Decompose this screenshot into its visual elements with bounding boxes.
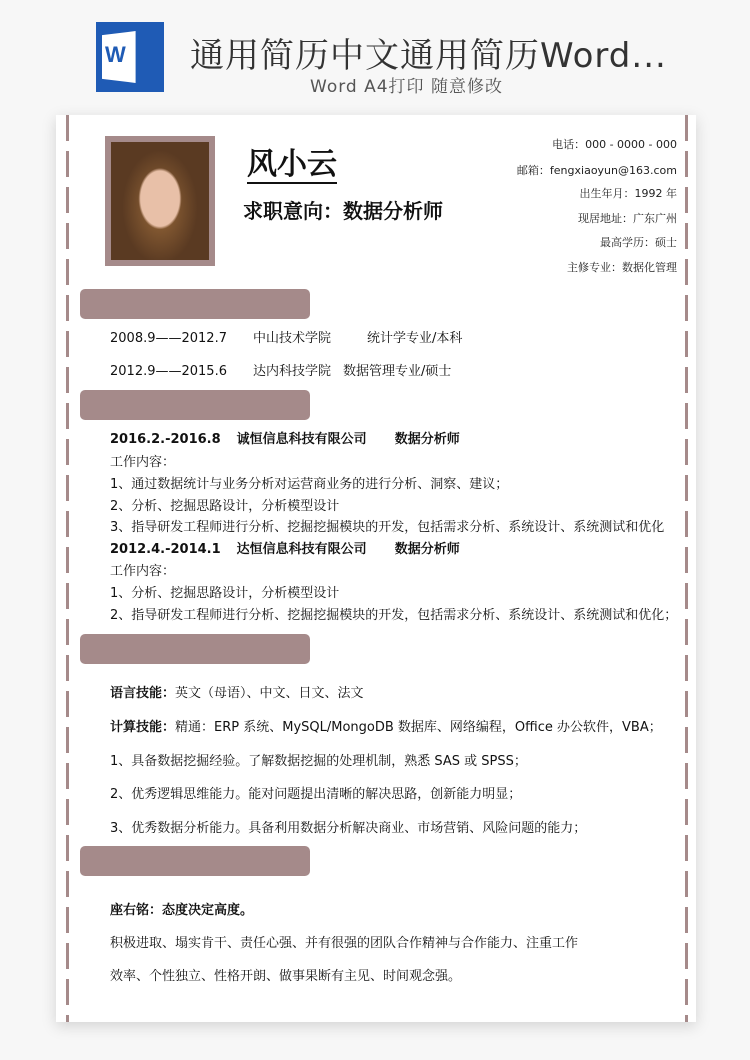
education-row: 2008.9——2012.7 中山技术学院 统计学专业/本科 (110, 331, 463, 346)
section-bar-education (80, 289, 310, 319)
info-birth: 出生年月：1992 年 (579, 187, 677, 200)
self-evaluation: 效率、个性独立、性格开朗、做事果断有主见、时间观念强。 (110, 969, 462, 984)
education-row: 2012.9——2015.6 达内科技学院 数据管理专业/硕士 (110, 364, 452, 379)
banner-subtitle: Word A4打印 随意修改 (310, 77, 503, 97)
job-item: 1、通过数据统计与业务分析对运营商业务的进行分析、洞察、建议； (110, 477, 509, 492)
word-icon: W (96, 22, 164, 92)
info-phone: 电话：000 - 0000 - 000 (552, 138, 677, 151)
job-header: 2016.2.-2016.8 诚恒信息科技有限公司 数据分析师 (110, 432, 460, 447)
info-degree: 最高学历：硕士 (600, 236, 677, 249)
job-item: 3、指导研发工程师进行分析、挖掘挖掘模块的开发，包括需求分析、系统设计、系统测试和优化 (110, 520, 665, 535)
skill-item: 2、优秀逻辑思维能力。能对问题提出清晰的解决思路，创新能力明显； (110, 787, 522, 802)
section-bar-self (80, 846, 310, 876)
info-address: 现居地址：广东广州 (578, 212, 677, 225)
job-item: 2、指导研发工程师进行分析、挖掘挖掘模块的开发，包括需求分析、系统设计、系统测试和优化； (110, 608, 678, 623)
job-item: 1、分析、挖掘思路设计，分析模型设计 (110, 586, 340, 601)
profile-photo (105, 136, 215, 266)
banner-title: 通用简历中文通用简历Word... (190, 36, 667, 76)
left-border (66, 115, 69, 1022)
section-bar-skills (80, 634, 310, 664)
motto: 座右铭：态度决定高度。 (110, 903, 254, 918)
name: 风小云 (247, 147, 337, 182)
section-bar-experience (80, 390, 310, 420)
job-item: 2、分析、挖掘思路设计，分析模型设计 (110, 499, 340, 514)
info-major: 主修专业：数据化管理 (567, 261, 677, 274)
job-objective: 求职意向：数据分析师 (243, 199, 443, 223)
skill-item: 3、优秀数据分析能力。具备利用数据分析解决商业、市场营销、风险问题的能力； (110, 821, 587, 836)
job-header: 2012.4.-2014.1 达恒信息科技有限公司 数据分析师 (110, 542, 460, 557)
skill-computer: 计算技能：精通：ERP 系统、MySQL/MongoDB 数据库、网络编程，Office 办公软件，VBA； (110, 720, 662, 735)
right-border (685, 115, 688, 1022)
job-label: 工作内容： (110, 455, 176, 470)
info-email: 邮箱：fengxiaoyun@163.com (516, 164, 677, 177)
skill-item: 1、具备数据挖掘经验。了解数据挖掘的处理机制，熟悉 SAS 或 SPSS； (110, 754, 527, 769)
self-evaluation: 积极进取、塌实肯干、责任心强、并有很强的团队合作精神与合作能力、注重工作 (110, 936, 579, 951)
skill-language: 语言技能：英文（母语）、中文、日文、法文 (110, 686, 364, 701)
job-label: 工作内容： (110, 564, 176, 579)
